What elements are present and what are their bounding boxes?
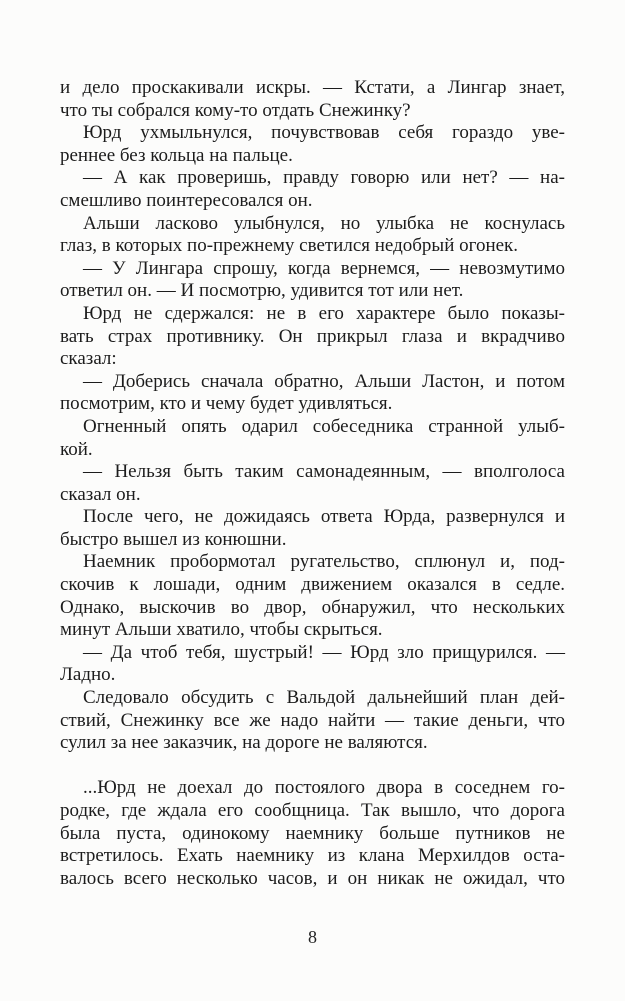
paragraph (60, 642, 565, 687)
text-line: — Нельзя быть таким самонадеянным, — вполголоса (83, 461, 565, 483)
paragraph (60, 777, 565, 890)
text-line: Однако, выскочив во двор, обнаружил, что нескольких (60, 596, 565, 618)
text-line: После чего, не дожидаясь ответа Юрда, развернулся и (83, 506, 565, 528)
text-line: — Доберись сначала обратно, Альши Ластон, и потом (83, 370, 565, 392)
paragraph (60, 461, 565, 506)
paragraph (60, 77, 565, 122)
text-line: Юрд ухмыльнулся, почувствовав себя гораздо уве- (83, 122, 565, 144)
text-line: встретилось. Ехать наемнику из клана Мерхилдов оста- (60, 845, 565, 867)
paragraph (60, 258, 565, 303)
text-line: Следовало обсудить с Вальдой дальнейший план дей- (83, 687, 565, 709)
text-line: вать страх противнику. Он прикрыл глаза и вкрадчиво (60, 325, 565, 347)
page-number: 8 (308, 927, 317, 947)
text-line: минут Альши хватило, чтобы скрыться. (60, 619, 383, 641)
paragraph (60, 167, 565, 212)
text-line: — А как проверишь, правду говорю или нет? — на- (83, 167, 565, 189)
paragraph (60, 687, 565, 755)
text-line: ствий, Снежинку все же надо найти — такие деньги, что (60, 709, 565, 731)
paragraph (60, 551, 565, 641)
text-line: что ты собрался кому-то отдать Снежинку? (60, 99, 411, 121)
text-line: — Да чтоб тебя, шустрый! — Юрд зло прищурился. — (83, 641, 565, 663)
text-line: родке, где ждала его сообщница. Так вышло, что дорога (60, 800, 565, 821)
paragraph (60, 213, 565, 258)
text-line: и дело проскакивали искры. — Кстати, а Лингар знает, (60, 77, 565, 98)
text-section (60, 77, 565, 755)
text-line: смешливо поинтересовался он. (60, 189, 313, 211)
text-line: быстро вышел из конюшни. (60, 528, 287, 550)
text-line: посмотрим, кто и чему будет удивляться. (60, 393, 393, 415)
paragraph (60, 371, 565, 416)
text-section (60, 777, 565, 890)
paragraph (60, 303, 565, 371)
text-line: Юрд не сдержался: не в его характере было показы- (83, 302, 565, 324)
text-line: Ладно. (60, 664, 116, 686)
body-text (60, 77, 565, 890)
text-line: глаз, в которых по-прежнему светился недобрый огонек. (60, 235, 519, 257)
text-line: была пуста, одинокому наемнику больше путников не (60, 822, 565, 844)
text-line: кой. (60, 438, 93, 460)
text-line: сулил за нее заказчик, на дороге не валяются. (60, 732, 428, 754)
text-line: Альши ласково улыбнулся, но улыбка не коснулась (83, 212, 565, 234)
text-line: сказал он. (60, 483, 141, 505)
paragraph (60, 506, 565, 551)
text-line: реннее без кольца на пальце. (60, 144, 293, 166)
paragraph (60, 416, 565, 461)
text-line: скочив к лошади, одним движением оказался в седле. (60, 574, 565, 596)
text-line: ответил он. — И посмотрю, удивится тот или нет. (60, 280, 464, 302)
text-line: сказал: (60, 348, 117, 370)
text-line: Огненный опять одарил собеседника странной улыб- (83, 415, 565, 437)
text-line: валось всего несколько часов, и он никак не ожидал, что (60, 867, 565, 889)
paragraph (60, 122, 565, 167)
text-line: ...Юрд не доехал до постоялого двора в соседнем го- (83, 777, 565, 799)
text-line: — У Лингара спрошу, когда вернемся, — невозмутимо (83, 257, 565, 279)
text-line: Наемник пробормотал ругательство, сплюнул и, под- (83, 551, 565, 573)
